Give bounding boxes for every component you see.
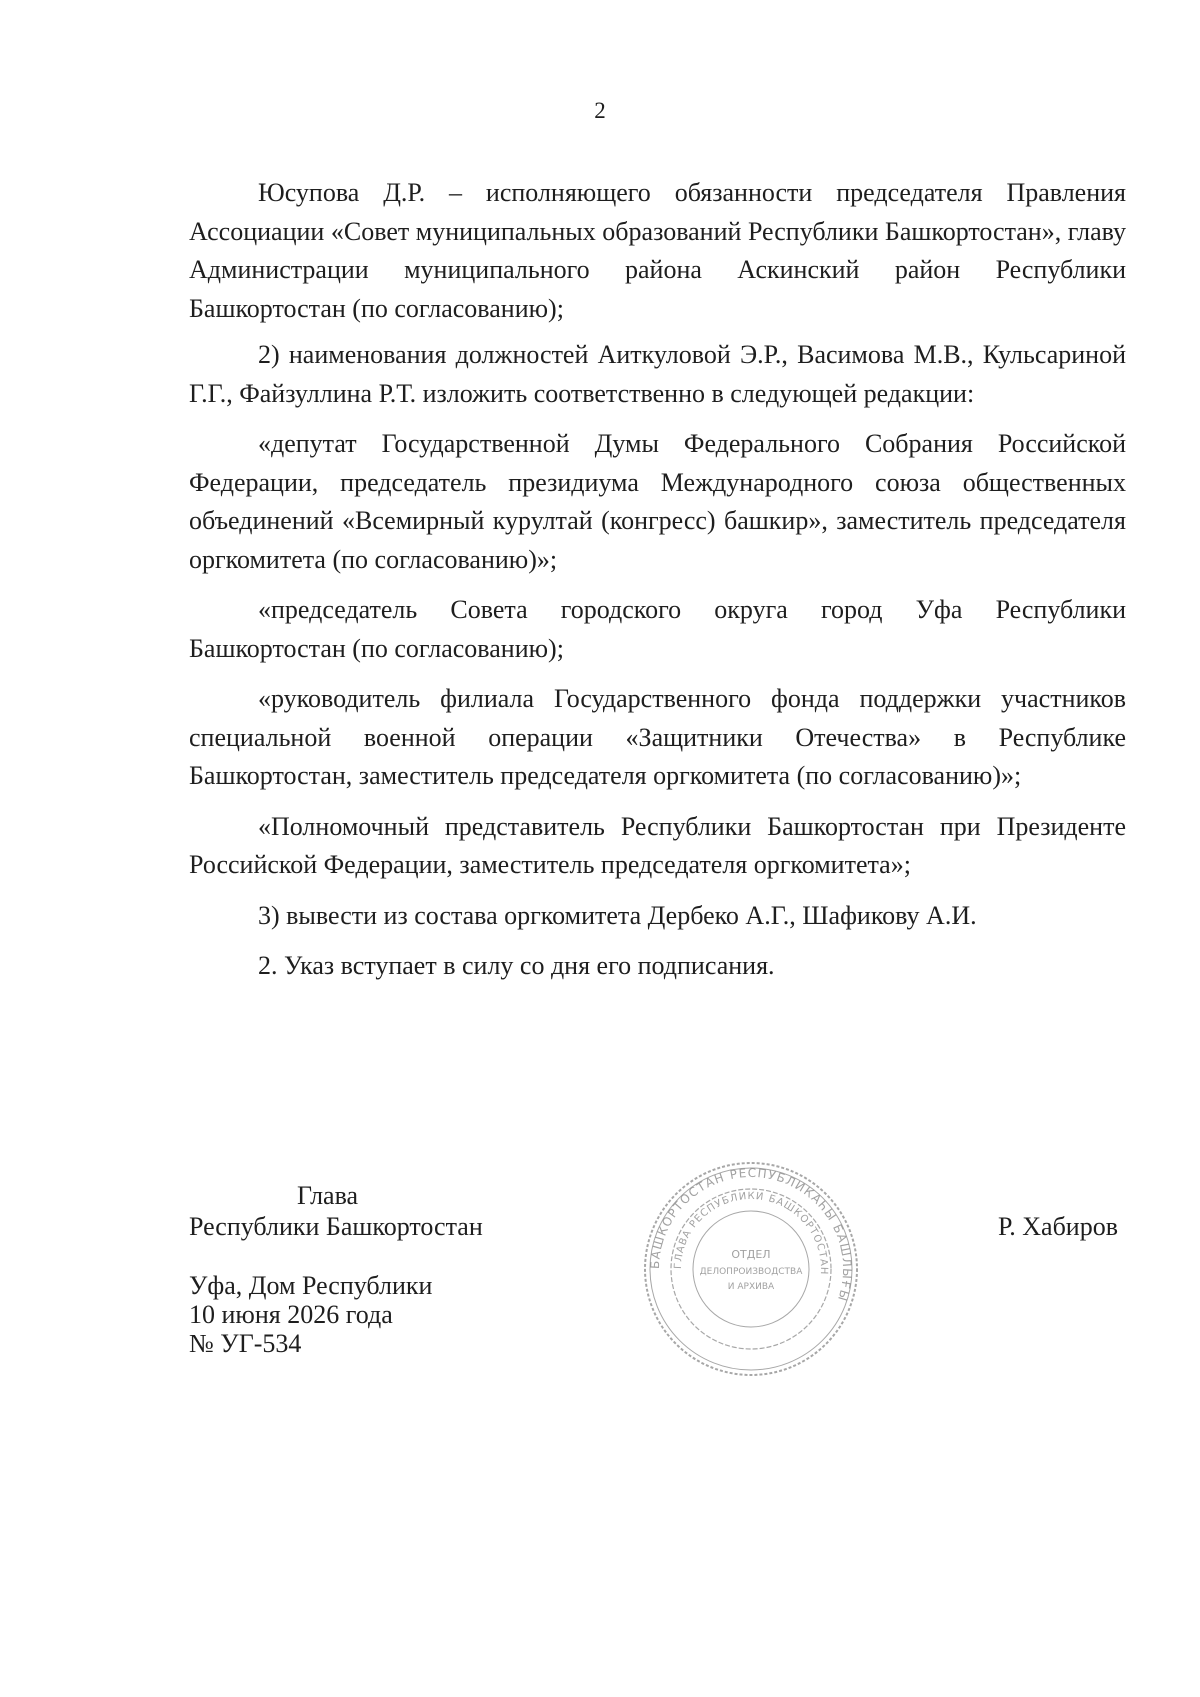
stamp-center-line2: ДЕЛОПРОИЗВОДСТВА [699,1267,803,1277]
official-seal-stamp [640,1158,862,1380]
paragraph: Юсупова Д.Р. – исполняющего обязанности председателя Правления Ассоциации «Совет муниципальных образований Республики Башкортостан», главу Администрации муниципального района Аскинский район Республики Башкортостан (по согласованию); [189,178,1126,323]
signature-block [189,1180,483,1242]
signer-name: Р. Хабиров [998,1212,1118,1241]
paragraph: «депутат Государственной Думы Федерального Собрания Российской Федерации, председатель президиума Международного союза общественных объединений «Всемирный курултай (конгресс) башкир», заместитель председателя оргкомитета (по согласованию)»; [189,429,1126,574]
stamp-outer-text: БАШКОРТОСТАН РЕСПУБЛИКАҺЫ БАШЛЫҒЫ [647,1165,855,1304]
document-body [189,174,1126,998]
signatory-title-line1: Глава [297,1181,359,1210]
stamp-center-line3: И АРХИВА [727,1282,775,1292]
signing-location: Уфа, Дом Республики [189,1271,433,1300]
svg-text:ГЛАВА РЕСПУБЛИКИ БАШКОРТОСТАН [673,1191,829,1276]
place-date-block [189,1271,432,1358]
paragraph: 3) вывести из состава оргкомитета Дербеко А.Г., Шафикову А.И. [258,900,977,930]
seal-icon [640,1158,862,1380]
stamp-inner-text: ГЛАВА РЕСПУБЛИКИ БАШКОРТОСТАН [672,1190,830,1276]
stamp-center-line1: ОТДЕЛ [731,1248,771,1261]
signing-date: 10 июня 2026 года [189,1300,393,1329]
paragraph: 2. Указ вступает в силу со дня его подписания. [258,951,775,980]
decree-number: № УГ-534 [189,1329,302,1358]
paragraph: «Полномочный представитель Республики Башкортостан при Президенте Российской Федерации, заместитель председателя оргкомитета»; [189,811,1126,879]
paragraph: 2) наименования должностей Аиткуловой Э.Р., Васимова М.В., Кульсариной Г.Г., Файзуллина Р.Т. изложить соответственно в следующей редакции: [189,340,1126,408]
page-number: 2 [594,98,606,123]
paragraph: «руководитель филиала Государственного фонда поддержки участников специальной военной операции «Защитники Отечества» в Республике Башкортостан, заместитель председателя оргкомитета (по согласованию)»; [189,684,1126,790]
paragraph: «председатель Совета городского округа город Уфа Республики Башкортостан (по согласованию); [189,595,1126,663]
signatory-title-line2: Республики Башкортостан [189,1212,483,1241]
